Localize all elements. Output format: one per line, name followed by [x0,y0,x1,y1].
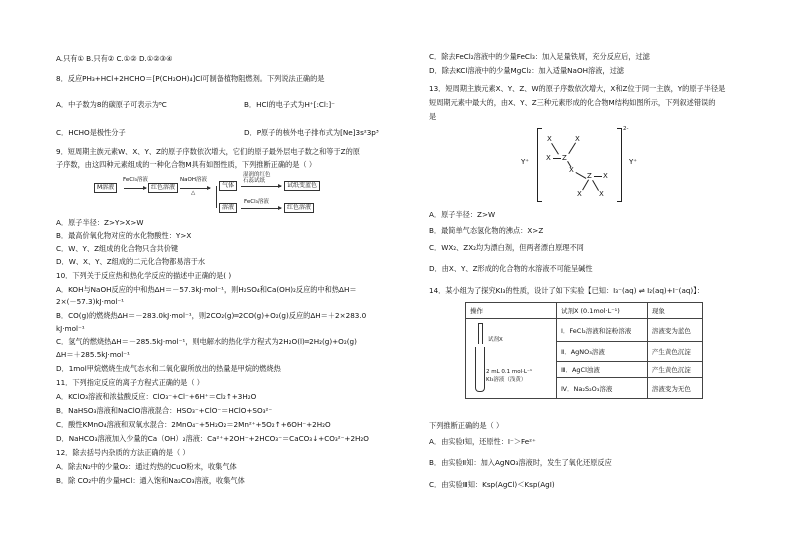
table-header-operation: 操作 [466,303,557,319]
q8-option-c: C．HCHO是极性分子 [56,128,126,137]
flow-label-fecl3b: FeCl₃溶液 [244,199,269,205]
bracket-left [537,128,542,202]
q13-stem-line1: 13．短周期主族元素X、Y、Z、W的原子序数依次增大，X和Z位于同一主族，Y的原子半径是 [429,84,726,93]
q10-option-a-2: 2×(－57.3)kJ·mol⁻¹ [56,297,125,306]
tube-label-2: KI₃溶液（浅黄） [486,377,527,383]
row-3-reagent: Ⅲ．AgCl浊液 [557,362,648,378]
q13-option-c: C．WX₂、ZX₂均为漂白剂，但两者漂白原理不同 [429,243,584,252]
atom-z-2: Z [587,172,592,180]
q13-option-d: D．由X、Y、Z形成的化合物的水溶液不可能呈碱性 [429,264,593,273]
struct-y-right: Y⁺ [629,158,637,166]
bond-6 [594,176,602,177]
q11-stem: 11．下列指定反应的离子方程式正确的是（ ） [56,378,204,387]
atom-x-4: X [569,166,574,174]
flow-arrow-4 [241,208,281,209]
q7-options: A.只有① B.只有② C.①② D.①②③④ [56,54,173,63]
dropper-icon [478,323,483,344]
atom-z-1: Z [562,154,567,162]
table-tube-cell [466,319,557,399]
q11-option-c: C．酸性KMnO₄溶液和双氧水混合：2MnO₄⁻+5H₂O₂＝2Mn²⁺+5O₂↑+6OH⁻+2H₂O [56,420,331,429]
q10-stem: 10．下列关于反应热和热化学反应的描述中正确的是( ) [56,271,232,280]
q8-option-d: D．P原子的核外电子排布式为[Ne]3s²3p³ [244,128,379,137]
flow-label-delta: △ [191,190,196,196]
atom-x-2: X [575,135,580,143]
q9-option-c: C．W、Y、Z组成的化合物只含共价键 [56,244,179,253]
q10-option-b-1: B．CO(g)的燃烧热ΔH＝－283.0kJ·mol⁻¹，则2CO₂(g)═2CO(g)+O₂(g)反应的ΔH＝＋2×283.0 [56,311,367,320]
q9-stem-line2: 子序数，由这四种元素组成的一种化合物M具有如图性质，下列推断正确的是（ ） [56,160,317,169]
test-tube-icon [475,347,485,392]
atom-x-3: X [546,154,551,162]
bond-7 [582,180,589,191]
tube-label-1: 2 mL 0.1 mol·L⁻¹ [486,369,533,375]
q9-option-a: A．原子半径：Z>Y>X>W [56,218,144,227]
q12-stem: 12．除去括号内杂质的方法正确的是（ ） [56,448,190,457]
table-header-observation: 现象 [647,303,702,319]
q14-option-b: B．由实验Ⅱ知：加入AgNO₃溶液时，发生了氧化还原反应 [429,458,612,467]
q14-sub-stem: 下列推断正确的是（ ） [429,421,504,430]
q12-option-a: A．除去N₂中的少量O₂：通过灼热的CuO粉末，收集气体 [56,462,237,471]
flow-box-red: 红色溶液 [148,183,178,193]
row-4-observation: 溶液变为无色 [647,378,702,399]
flow-box-m: M溶液 [94,183,117,193]
q11-option-a: A．KClO₃溶液和浓盐酸反应：ClO₃⁻+Cl⁻+6H⁺＝Cl₂↑+3H₂O [56,392,257,401]
flow-label-litmus: 石蕊试纸 [243,178,266,184]
struct-charge: 2- [623,126,629,132]
q12-option-b: B．除 CO₂中的少量HCl：通入饱和Na₂CO₃溶液，收集气体 [56,476,245,485]
flow-box-gas: 气体 [219,181,237,191]
q9-stem-line1: 9．短周期主族元素W、X、Y、Z的原子序数依次增大，它们的原子最外层电子数之和等于Z的原 [56,147,360,156]
row-3-observation: 产生黄色沉淀 [647,362,702,378]
q10-option-d: D．1mol甲烷燃烧生成气态水和二氧化碳所放出的热量是甲烷的燃烧热 [56,364,281,373]
table-header-reagent: 试剂X (0.1mol·L⁻¹) [557,303,648,319]
q12-option-c: C．除去FeCl₂溶液中的少量FeCl₃：加入足量铁屑，充分反应后，过滤 [429,52,650,61]
q10-option-c-1: C．氢气的燃烧热ΔH＝－285.5kJ·mol⁻¹，则电解水的热化学方程式为2H₂O(l)═2H₂(g)+O₂(g) [56,337,357,346]
row-1-observation: 溶液变为蓝色 [647,319,702,342]
q10-option-a-1: A．KOH与NaOH反应的中和热ΔH＝－57.3kJ·mol⁻¹，则H₂SO₄和Ca(OH)₂反应的中和热ΔH＝ [56,285,357,294]
q11-option-b: B．NaHSO₃溶液和NaClO溶液混合：HSO₃⁻+ClO⁻＝HClO+SO₃²⁻ [56,406,273,415]
q9-option-b: B．最高价氧化物对应的水化物酸性：Y>X [56,231,192,240]
flow-branch-line [216,186,218,208]
q10-option-b-2: kJ·mol⁻¹ [56,324,85,333]
atom-x-7: X [599,190,604,198]
experiment-table [465,302,703,399]
bond-3 [553,158,561,159]
bond-2 [568,142,576,154]
q13-option-b: B．最简单气态氢化物的沸点：X>Z [429,226,544,235]
flow-arrow-2 [180,188,210,189]
q14-option-c: C．由实验Ⅲ知：Ksp(AgCl)＜Ksp(AgI) [429,480,555,489]
q8-option-b: B．HCl的电子式为H⁺[:Cl:]⁻ [244,100,335,109]
q14-option-a: A．由实验Ⅰ知，还原性：I⁻＞Fe²⁺ [429,437,536,446]
q10-option-c-2: ΔH＝＋285.5kJ·mol⁻¹ [56,350,130,359]
q11-option-d: D．NaHCO₃溶液加入少量的Ca（OH）₂溶液：Ca²⁺+2OH⁻+2HCO₃⁻＝CaCO₃↓+CO₃²⁻+2H₂O [56,434,369,443]
flow-label-fecl3: FeCl₃溶液 [123,177,148,183]
bond-5 [576,172,587,179]
bond-4 [567,161,571,168]
flow-box-sol: 溶液 [219,203,237,213]
bracket-right [617,128,622,202]
q8-stem: 8．反应PH₃+HCl+2HCHO＝[P(CH₂OH)₄]Cl可制备植物阻燃剂。下列说法正确的是 [56,74,325,83]
q14-stem: 14．某小组为了探究KI₃的性质，设计了如下实验【已知：I₃⁻(aq) ⇌ I₂(aq)+I⁻(aq)】： [429,286,704,295]
atom-x-5: X [603,172,608,180]
flow-box-red2: 红色溶液 [284,203,314,213]
row-2-reagent: Ⅱ．AgNO₃溶液 [557,342,648,362]
tube-label-x: 试剂X [488,337,503,343]
q8-option-a: A．中子数为8的碳原子可表示为⁸C [56,100,167,109]
struct-y-left: Y⁺ [521,158,529,166]
atom-x-1: X [547,135,552,143]
q12-option-d: D．除去KCl溶液中的少量MgCl₂：加入适量NaOH溶液，过滤 [429,66,624,75]
flow-box-blue: 试纸变蓝色 [284,181,320,191]
row-4-reagent: Ⅳ．Na₂S₂O₃溶液 [557,378,648,399]
q13-stem-line3: 是 [429,112,437,121]
bond-8 [592,180,599,191]
atom-x-6: X [577,190,582,198]
q13-stem-line2: 短周期元素中最大的，由X、Y、Z三种元素形成的化合物M结构如图所示，下列叙述错误的 [429,98,716,107]
bond-1 [551,143,559,155]
flow-arrow-3 [241,186,281,187]
flow-label-wet: 湿润的红色 [243,172,271,178]
row-2-observation: 产生黄色沉淀 [647,342,702,362]
q13-option-a: A．原子半径：Z>W [429,210,496,219]
flow-arrow-1 [124,188,146,189]
flow-label-naoh: NaOH溶液 [180,177,207,183]
row-1-reagent: Ⅰ．FeCl₂溶液和淀粉溶液 [557,319,648,342]
q9-option-d: D．W、X、Y、Z组成的二元化合物都易溶于水 [56,257,206,266]
